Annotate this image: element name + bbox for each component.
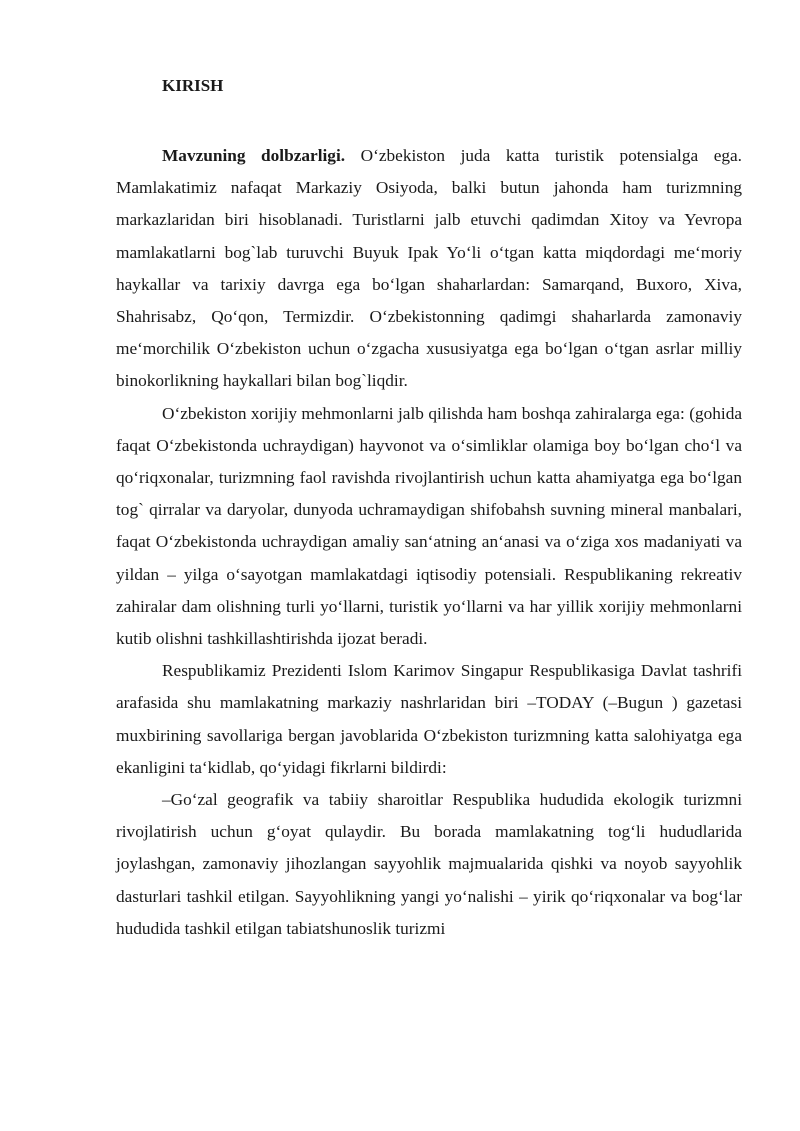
paragraph-text: O‘zbekiston juda katta turistik potensialga ega. Mamlakatimiz nafaqat Markaziy Osiyoda, balki butun jahonda ham turizmning markazlaridan biri hisoblanadi. Turistlarni jalb etuvchi qadimdan Xitoy va Yevropa mamlakatlarni bog`lab turuvchi Buyuk Ipak Yo‘li o‘tgan katta miqdordagi me‘moriy haykallar va tarixiy davrga ega bo‘lgan shaharlardan: Samarqand, Buxoro, Xiva, Shahrisabz, Qo‘qon, Termizdir. O‘zbekistonning qadimgi shaharlarda zamonaviy me‘morchilik O‘zbekiston uchun o‘zgacha xususiyatga ega bo‘lgan o‘tgan asrlar milliy binokorlikning haykallari bilan bog`liqdir. bbox=[116, 146, 742, 391]
paragraph-president bbox=[116, 655, 742, 784]
heading-spacer bbox=[116, 106, 742, 140]
paragraph-quote bbox=[116, 784, 742, 945]
paragraph-resources bbox=[116, 398, 742, 656]
paragraph-lead: Mavzuning dolbzarligi. bbox=[162, 146, 346, 165]
paragraph-relevance bbox=[116, 140, 742, 398]
section-heading: KIRISH bbox=[162, 76, 224, 95]
paragraph-text: Respublikamiz Prezidenti Islom Karimov Singapur Respublikasiga Davlat tashrifi arafasida shu mamlakatning markaziy nashrlaridan biri –TODAY (–Bugun ) gazetasi muxbirining savollariga bergan javoblarida O‘zbekiston turizmning katta salohiyatga ega ekanligini ta‘kidlab, qo‘yidagi fikrlarni bildirdi: bbox=[116, 661, 742, 777]
document-page bbox=[116, 66, 742, 945]
paragraph-text: –Go‘zal geografik va tabiiy sharoitlar Respublika hududida ekologik turizmni rivojlatirish uchun g‘oyat qulaydir. Bu borada mamlakatning tog‘li hududlarida joylashgan, zamonaviy jihozlangan sayyohlik majmualarida qishki va noyob sayyohlik dasturlari tashkil etilgan. Sayyohlikning yangi yo‘nalishi – yirik qo‘riqxonalar va bog‘lar hududida tashkil etilgan tabiatshunoslik turizmi bbox=[116, 790, 742, 938]
paragraph-text: O‘zbekiston xorijiy mehmonlarni jalb qilishda ham boshqa zahiralarga ega: (gohida faqat O‘zbekistonda uchraydigan) hayvonot va o‘simliklar olamiga boy bo‘lgan cho‘l va qo‘riqxonalar, turizmning faol ravishda rivojlantirish uchun katta ahamiyatga ega bo‘lgan tog` qirralar va daryolar, dunyoda uchramaydigan shifobahsh suvning mineral manbalari, faqat O‘zbekistonda uchraydigan amaliy san‘atning an‘anasi va o‘ziga xos madaniyati va yildan – yilga o‘sayotgan mamlakatdagi iqtisodiy potensiali. Respublikaning rekreativ zahiralar dam olishning turli yo‘llarni, turistik yo‘llarni va har yillik xorijiy mehmonlarni kutib olishni tashkillashtirishda ijozat beradi. bbox=[116, 403, 742, 649]
